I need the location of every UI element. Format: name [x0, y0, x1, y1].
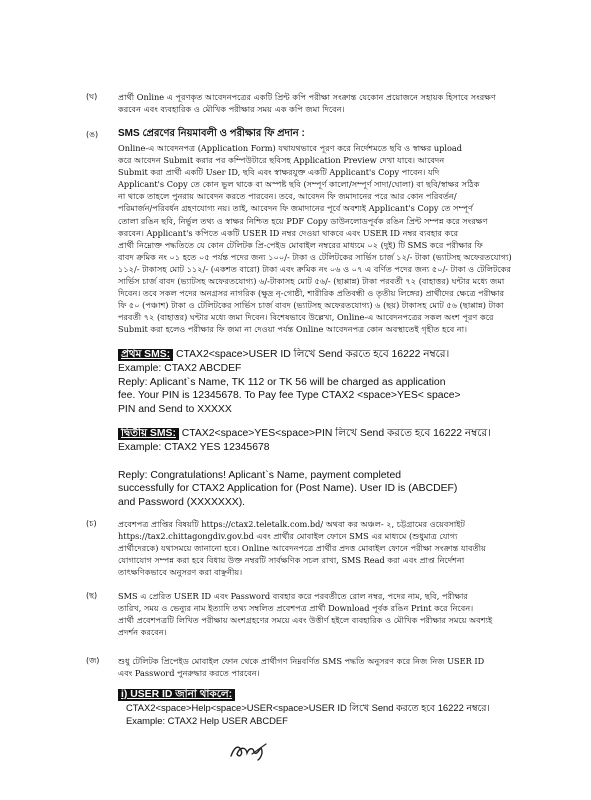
text-line: করবেন। Applicant's কপিতে একটি USER ID নম্বর দেওয়া থাকবে এবং USER ID নম্বর ব্যবহার করে [118, 227, 459, 238]
section-label: (চ) [86, 519, 97, 528]
sms-first-line: fee. Your PIN is 12345678. To Pay fee Type CTAX2 <space>YES< space> [118, 390, 461, 402]
sms-second-line: and Password (XXXXXXX). [118, 497, 246, 509]
sms-first-line: Example: CTAX2 ABCDEF [118, 362, 242, 374]
section-heading: SMS প্রেরণের নিয়মাবলী ও পরীক্ষার ফি প্রদান : [118, 128, 305, 139]
text-line: Online-এ আবেদনপত্র (Application Form) যথাযথভাবে পূরণ করে নির্দেশমতে ছবি ও স্বাক্ষর upload [118, 143, 463, 153]
sms-second-instruction: CTAX2<space>YES<space>PIN লিখে Send করতে হবে 16222 নম্বরে। [181, 428, 491, 439]
section-body [118, 655, 558, 679]
text-line: দিবেন। তবে সকল পদের অনগ্রসর নাগরিক (ক্ষুদ্র নৃ-গোষ্ঠী, শারীরিক প্রতিবন্ধী ও তৃতীয় লিঙ্গের) প্রার্থীদের ক্ষেত্রে পরীক্ষার [118, 288, 505, 299]
text-line: তাৎক্ষণিকভাবে অনুসরণ করা বাঞ্ছনীয়। [118, 567, 243, 578]
text-line: করবেন এবং ব্যবহারিক ও মৌখিক পরীক্ষার সময় এক কপি জমা দিবেন। [118, 104, 345, 115]
text-line: Submit করা প্রার্থী একটি User ID, ছবি এবং স্বাক্ষরযুক্ত একটি Applicant's Copy পাবেন। যদি [118, 167, 440, 178]
sms-second-line [118, 455, 563, 469]
signature-mark [228, 738, 270, 764]
text-line: প্রার্থী নিম্নোক্ত পদ্ধতিতে যে কোন টেলিটক প্রি-পেইড মোবাইল নম্বরের মাধ্যমে ০২ (দুই) টি SMS করে পরীক্ষার ফি [118, 239, 483, 250]
section-label: (জ) [86, 656, 100, 665]
sms-first-line: PIN and Send to XXXXX [118, 404, 232, 416]
text-line: করে আবেদন Submit করার পর কম্পিউটারে ছবিসহ Application Preview দেখা যাবে। আবেদন [118, 155, 445, 166]
sms-first-line: Reply: Aplicant`s Name, TK 112 or TK 56 will be charged as application [118, 376, 446, 388]
text-line: বাবদ ক্রমিক নং ০১ হতে ০৫ পর্যন্ত পদের জন্য ১০০/- টাকা ও টেলিটকের সার্ভিস চার্জ ১২/- টাকা (ভ্যাটসহ অফেরতযোগ্য) [118, 251, 512, 262]
section-body [118, 590, 558, 638]
text-line: Applicant's Copy তে কোন ভুল থাকে বা অস্পষ্ট ছবি (সম্পূর্ণ কালো/সম্পূর্ণ সাদা/ঘোলা) বা ছবি/স্বাক্ষর সঠিক [118, 179, 480, 190]
text-line: শুধু টেলিটক প্রিপেইড মোবাইল ফোন থেকে প্রার্থীগণ নিম্নবর্ণিত SMS পদ্ধতি অনুসরণ করে নিজ নিজ USER ID [118, 656, 485, 666]
sms-first-badge: প্রথম SMS: [118, 349, 173, 361]
text-line: তোলা রঙিন ছবি, নির্ভুল তথ্য ও স্বাক্ষর নিশ্চিত হয়ে PDF Copy ডাউনলোডপূর্বক রঙিন প্রিন্ট সম্পন্ন করে সংরক্ষণ [118, 215, 488, 226]
section-body [118, 91, 558, 115]
sms-second-badge: দ্বিতীয় SMS: [118, 428, 179, 440]
text-line: Submit করা হলেও পরীক্ষার ফি জমা না দেওয়া পর্যন্ত Online আবেদনপত্র কোন অবস্থাতেই গৃহীত হবে না। [118, 324, 468, 335]
text-line: এবং Password পুনরুদ্ধার করতে পারবেন। [118, 668, 260, 679]
text-line: ফি ৫০ (পঞ্চাশ) টাকা ও টেলিটকের সার্ভিস চার্জ বাবদ (ভ্যাটসহ অফেরতযোগ্য) ৬ (ছয়) টাকাসহ মোট ৫৬ (ছাপ্পান্ন) টাকা [118, 300, 504, 311]
sms-second-block [118, 427, 563, 510]
text-line: পরবর্তী ৭২ (বাহাত্তর) ঘন্টার মধ্যে জমা দিবেন। বিশেষভাবে উল্লেখ্য, Online-এ আবেদনপত্রের সকল অংশ পূরণ করে [118, 312, 494, 323]
text-line: প্রার্থী Online এ পূরণকৃত আবেদনপত্রের একটি প্রিন্ট কপি পরীক্ষা সংক্রান্ত যেকোন প্রয়োজনে সহায়ক হিসাবে সংরক্ষণ [118, 92, 496, 102]
userid-known-block [118, 688, 563, 727]
sms-second-line: successfully for CTAX2 Application for (Post Name). User ID is (ABCDEF) [118, 483, 458, 495]
section-body [118, 128, 558, 336]
text-line: পরিমার্জন/পরিবর্ধন গ্রহণযোগ্য নয়। তাই, আবেদন ফি জমাদানের পূর্বে অবশ্যই Applicant's Copy তে সম্পূর্ণ [118, 203, 474, 214]
sms-second-line: Reply: Congratulations! Aplicant`s Name, payment completed [118, 469, 401, 481]
text-line: প্রার্থী প্রবেশপত্রটি লিখিত পরীক্ষায় অংশগ্রহণের সময়ে এবং উত্তীর্ণ হইলে ব্যবহারিক ও মৌখিক পরীক্ষার সময়ে অবশ্যই [118, 615, 493, 626]
section-body [118, 518, 558, 578]
userid-known-line: CTAX2<space>Help<space>USER<space>USER ID লিখে Send করতে হবে 16222 নম্বরে। [126, 702, 490, 713]
text-line: না থাকে তাহলে পুনরায় আবেদন করতে পারবেন। তবে, আবেদন ফি জমাদানের পরে আর কোন পরিবর্তন/ [118, 191, 457, 202]
text-line: SMS এ প্রেরিত USER ID এবং Password ব্যবহার করে পরবর্তীতে রোল নম্বর, পদের নাম, ছবি, পরীক্ষার [118, 591, 468, 601]
text-line: সার্ভিস চার্জ বাবদ (ভ্যাটসহ অফেরতযোগ্য) ৬/-টাকাসহ মোট ৫৬/- (ছাপ্পান্ন) টাকা পরবর্তী ৭২ (বাহাত্তর) ঘন্টার মধ্যে জমা [118, 276, 505, 287]
userid-known-line: Example: CTAX2 Help USER ABCDEF [126, 714, 288, 726]
sms-second-line: Example: CTAX2 YES 12345678 [118, 441, 270, 453]
text-line: তারিখ, সময় ও ভেন্যুর নাম ইত্যাদি তথ্য সম্বলিত প্রবেশপত্র প্রার্থী Download পূর্বক রঙিন Print করে নিবেন। [118, 603, 474, 614]
sms-first-block [118, 348, 563, 417]
section-label: (ঘ) [86, 92, 98, 101]
text-line: ১১২/- টাকাসহ মোট ১১২/- (একশত বারো) টাকা এবং ক্রমিক নং ০৬ ও ০৭ এ বর্ণিত পদের জন্য ৫০/- টাকা ও টেলিটকের [118, 263, 512, 274]
text-line: https://tax2.chittagongdiv.gov.bd এবং প্রার্থীর মোবাইল ফোনে SMS এর মাধ্যমে (শুধুমাত্র যোগ্য [118, 531, 458, 542]
text-line: প্রবেশপত্র প্রাপ্তির বিষয়টি https://ctax2.teletalk.com.bd/ অথবা কর অঞ্চল- ২, চট্টগ্রামের ওয়েবসাইট [118, 519, 465, 529]
section-label: (ছ) [86, 591, 98, 600]
text-line: প্রার্থীদেরকে) যথাসময়ে জানানো হবে। Online আবেদনপত্রে প্রার্থীর প্রদত্ত মোবাইল ফোনে পরীক্ষা সংক্রান্ত যাবতীয় [118, 543, 486, 554]
userid-known-badge: i) USER ID জানা থাকলে: [118, 689, 235, 701]
section-label: (ঙ) [86, 130, 99, 139]
text-line: প্রদর্শন করবেন। [118, 627, 167, 638]
text-line: যোগাযোগ সম্পন্ন করা হবে বিধায় উক্ত নম্বরটি সার্বক্ষণিক সচল রাখা, SMS Read করা এবং প্রাপ্ত নির্দেশনা [118, 555, 465, 566]
sms-first-instruction: CTAX2<space>USER ID লিখে Send করতে হবে 16222 নম্বরে। [176, 349, 450, 360]
